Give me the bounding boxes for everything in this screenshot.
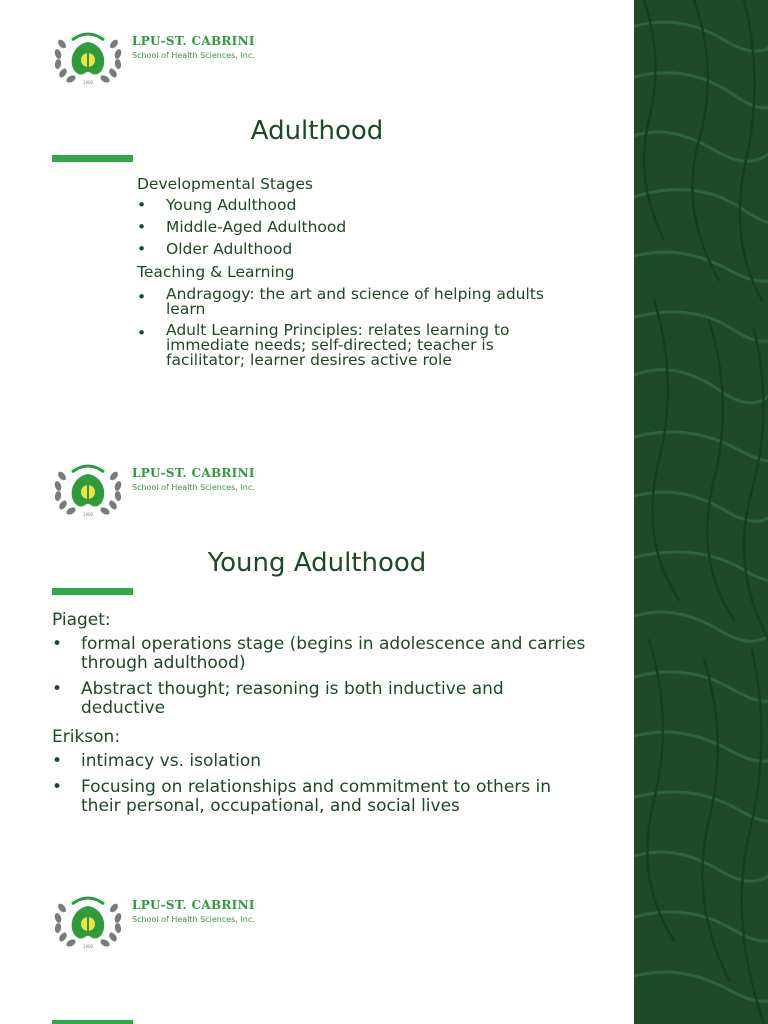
section-heading: Developmental Stages bbox=[137, 175, 313, 193]
logo-name: LPU-ST. CABRINI bbox=[132, 898, 255, 912]
school-seal-icon bbox=[52, 894, 124, 950]
bullet-icon: • bbox=[52, 777, 63, 797]
logo-subtitle: School of Health Sciences, Inc. bbox=[132, 51, 255, 60]
list-item: • Abstract thought; reasoning is both inductive and deductive bbox=[52, 679, 504, 718]
logo-subtitle: School of Health Sciences, Inc. bbox=[132, 483, 255, 492]
leaf-pattern bbox=[634, 0, 768, 1024]
slide-title: Young Adulthood bbox=[207, 548, 427, 578]
slide-young-adulthood bbox=[0, 430, 634, 860]
bullet-list bbox=[52, 752, 592, 816]
list-item: • intimacy vs. isolation bbox=[52, 751, 262, 771]
slide-adulthood bbox=[0, 0, 634, 430]
slide-partial bbox=[0, 860, 634, 1024]
svg-text:1900: 1900 bbox=[82, 80, 94, 85]
slide-title: Adulthood bbox=[250, 116, 384, 146]
bullet-icon: • bbox=[137, 324, 147, 342]
bullet-icon: • bbox=[52, 634, 63, 654]
bullet-icon: • bbox=[137, 196, 147, 214]
accent-bar bbox=[52, 155, 133, 162]
list-item: • Young Adulthood bbox=[137, 196, 297, 214]
list-item: • Middle-Aged Adulthood bbox=[137, 218, 347, 236]
logo-name: LPU-ST. CABRINI bbox=[132, 466, 255, 480]
accent-bar bbox=[52, 1020, 133, 1024]
svg-text:1900: 1900 bbox=[82, 944, 94, 949]
section-heading: Teaching & Learning bbox=[137, 263, 295, 281]
slide-content bbox=[52, 608, 592, 823]
school-seal-icon bbox=[52, 462, 124, 518]
bullet-icon: • bbox=[52, 679, 63, 699]
bullet-icon: • bbox=[137, 288, 147, 306]
decorative-side-band bbox=[634, 0, 768, 1024]
logo-name: LPU-ST. CABRINI bbox=[132, 34, 255, 48]
bullet-icon: • bbox=[52, 751, 63, 771]
list-item: • Adult Learning Principles: relates learning to immediate needs; self-directed; teacher is facilitator; learner desires active role bbox=[137, 321, 510, 369]
list-item: • Older Adulthood bbox=[137, 240, 293, 258]
accent-bar bbox=[52, 588, 133, 595]
list-item: • Focusing on relationships and commitment to others in their personal, occupational, and social lives bbox=[52, 777, 552, 816]
bullet-list bbox=[137, 287, 557, 368]
bullet-icon: • bbox=[137, 240, 147, 258]
slide-content bbox=[137, 173, 557, 374]
logo-subtitle: School of Health Sciences, Inc. bbox=[132, 915, 255, 924]
section-heading: Piaget: bbox=[52, 610, 111, 630]
bullet-list bbox=[137, 195, 557, 259]
school-logo bbox=[52, 462, 312, 518]
svg-text:1900: 1900 bbox=[82, 512, 94, 517]
school-logo bbox=[52, 894, 312, 950]
bullet-icon: • bbox=[137, 218, 147, 236]
list-item: • Andragogy: the art and science of helping adults learn bbox=[137, 285, 544, 318]
section-heading: Erikson: bbox=[52, 727, 121, 747]
school-logo bbox=[52, 30, 312, 86]
school-seal-icon bbox=[52, 30, 124, 86]
bullet-list bbox=[52, 635, 592, 718]
list-item: • formal operations stage (begins in adolescence and carries through adulthood) bbox=[52, 634, 586, 673]
